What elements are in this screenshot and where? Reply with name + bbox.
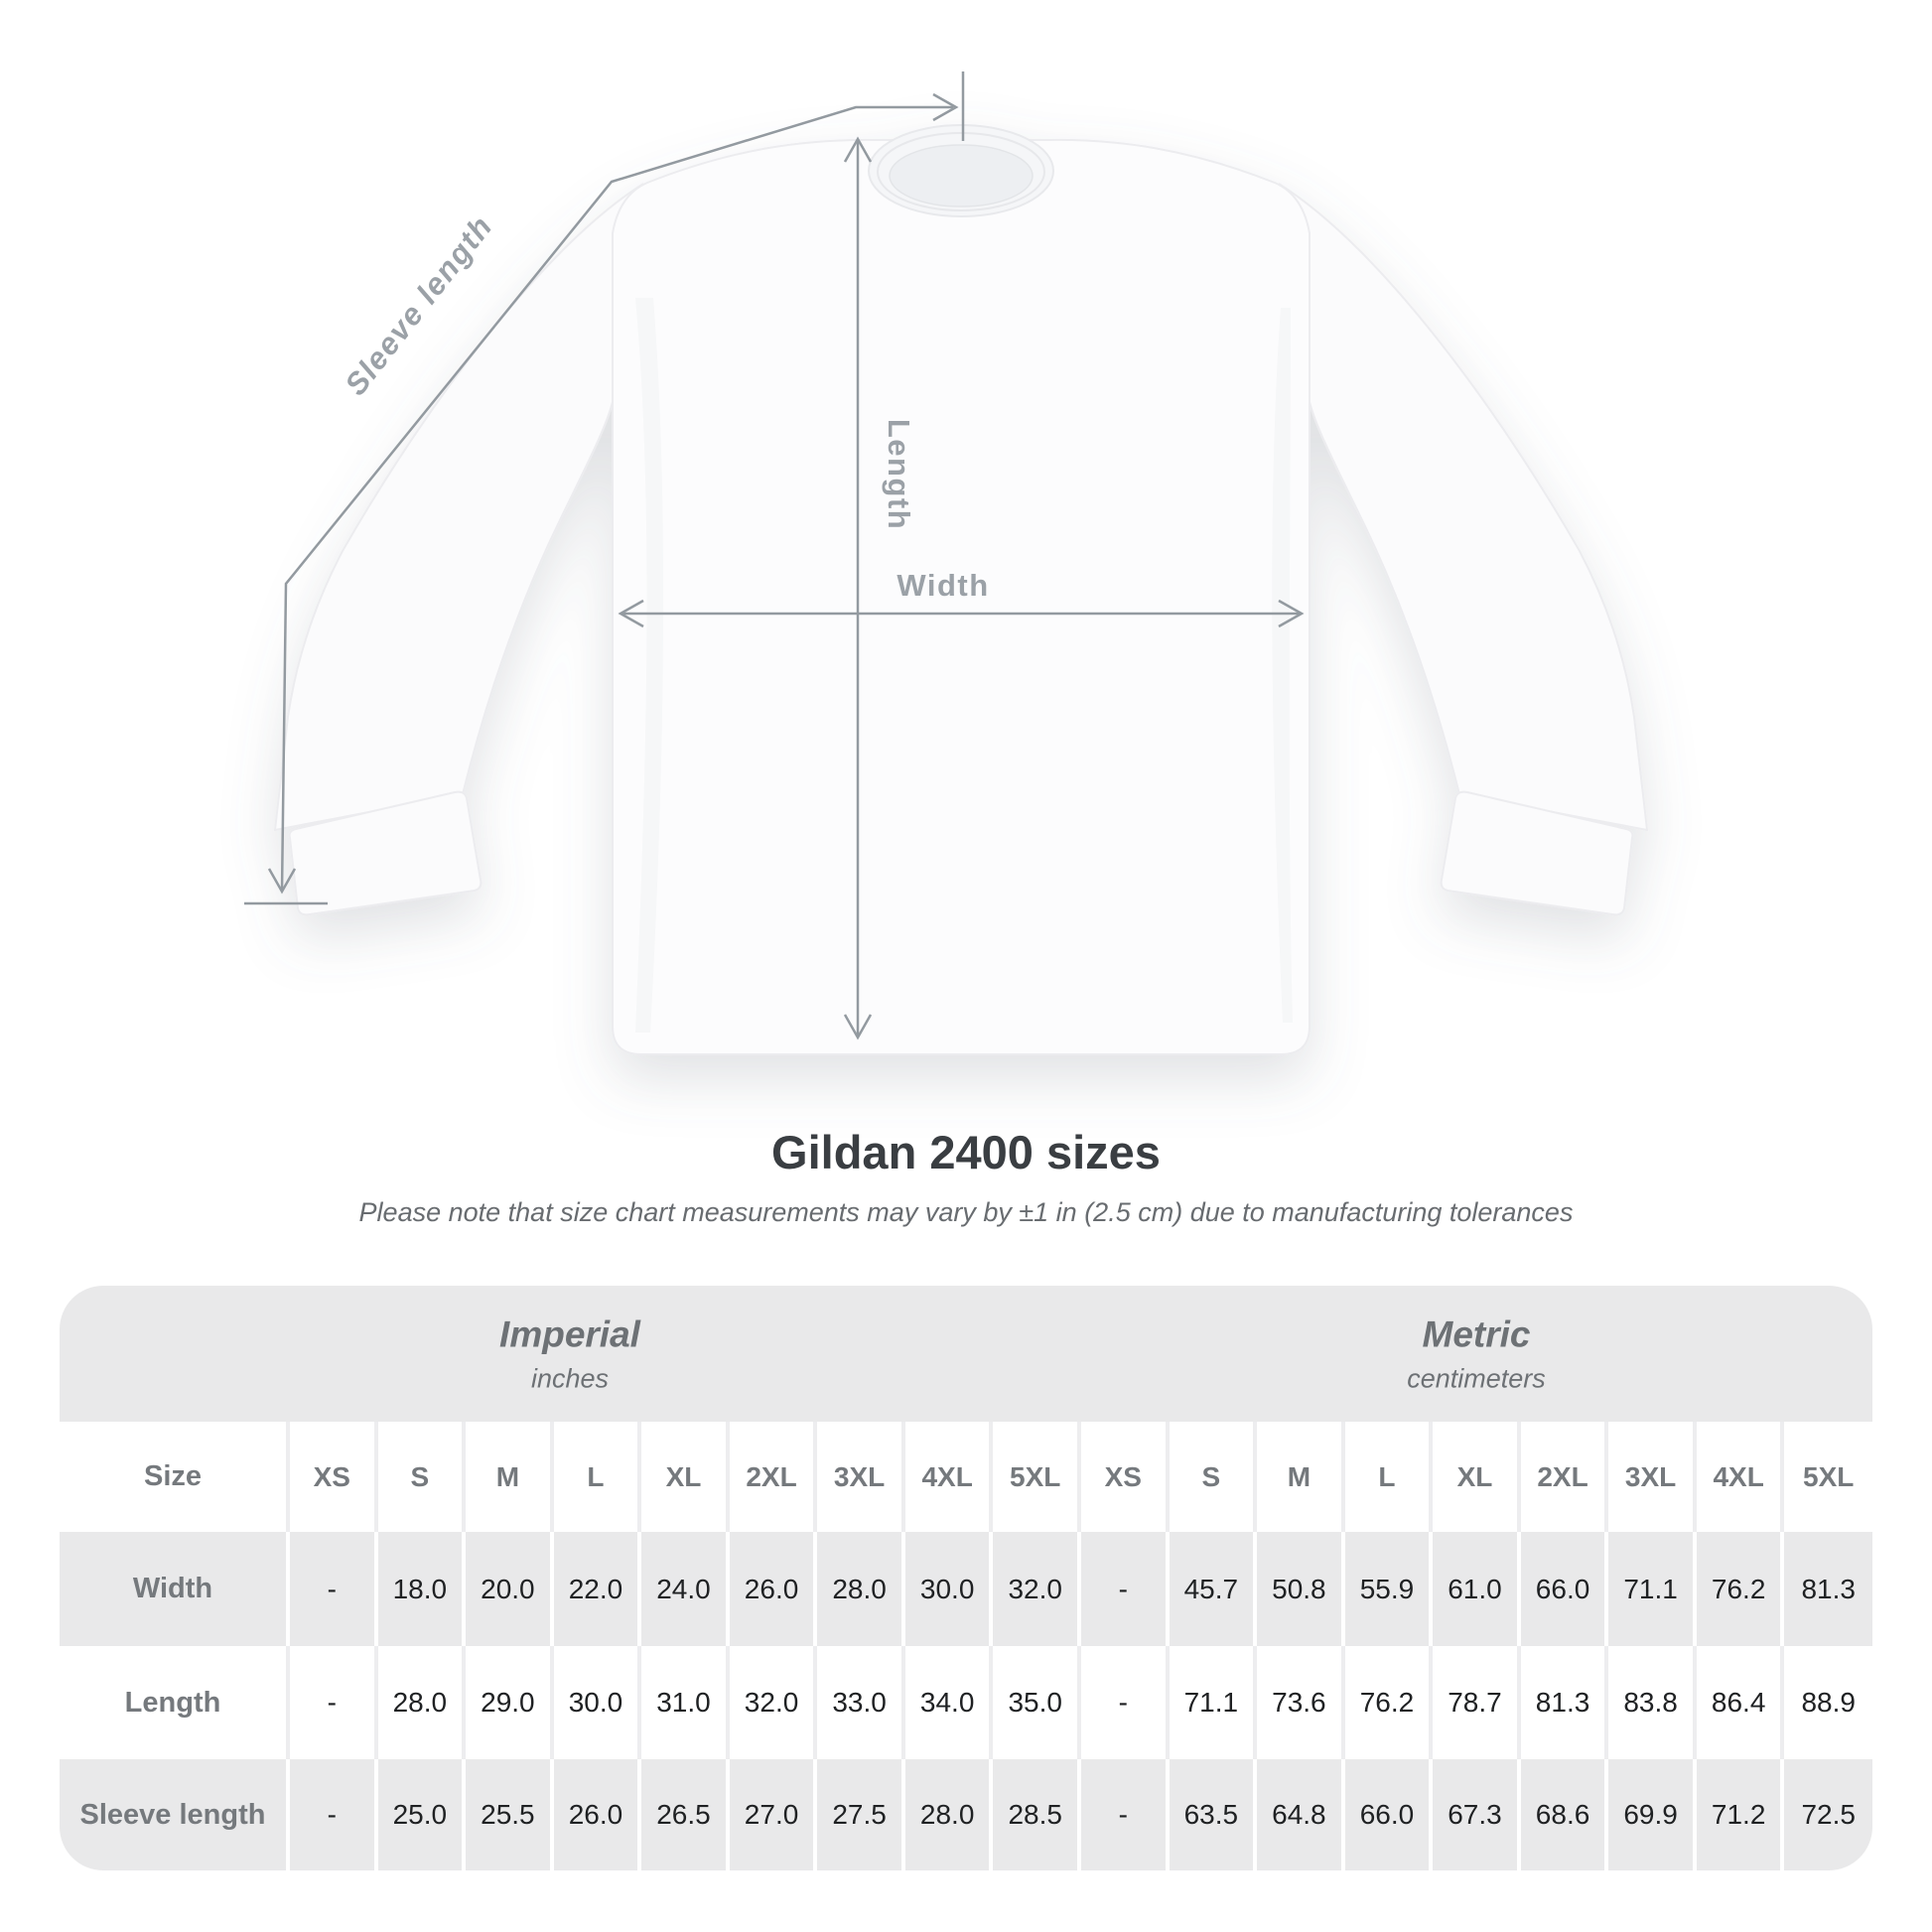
table-cell: 31.0: [641, 1646, 730, 1759]
table-cell: 76.2: [1697, 1532, 1785, 1646]
imperial-label: Imperial: [499, 1313, 640, 1354]
column-header: 4XL: [1697, 1422, 1785, 1532]
table-cell: 32.0: [993, 1532, 1081, 1646]
table-row-length: [60, 1646, 1872, 1759]
table-cell: 66.0: [1345, 1759, 1434, 1870]
column-header: XS: [290, 1422, 378, 1532]
table-cell: -: [290, 1532, 378, 1646]
row-label: Width: [60, 1532, 290, 1646]
size-header-row: [60, 1422, 1872, 1532]
table-cell: 66.0: [1521, 1532, 1609, 1646]
table-cell: 27.0: [730, 1759, 818, 1870]
table-cell: 20.0: [466, 1532, 554, 1646]
table-cell: 28.0: [817, 1532, 905, 1646]
column-header: 3XL: [1608, 1422, 1697, 1532]
table-cell: 28.0: [905, 1759, 994, 1870]
table-cell: 81.3: [1521, 1646, 1609, 1759]
table-cell: 24.0: [641, 1532, 730, 1646]
column-header: 5XL: [993, 1422, 1081, 1532]
table-cell: 71.2: [1697, 1759, 1785, 1870]
column-header: S: [1170, 1422, 1258, 1532]
table-cell: 72.5: [1801, 1799, 1856, 1830]
shirt-collar-opening: [890, 145, 1033, 207]
table-cell: 73.6: [1257, 1646, 1345, 1759]
metric-unit-label: centimeters: [1407, 1363, 1546, 1393]
table-cell: -: [1081, 1759, 1170, 1870]
table-cell: -: [1081, 1532, 1170, 1646]
table-cell: 71.1: [1608, 1532, 1697, 1646]
column-header: 2XL: [1521, 1422, 1609, 1532]
table-cell: -: [290, 1646, 378, 1759]
column-header: S: [378, 1422, 467, 1532]
table-cell: 22.0: [554, 1532, 642, 1646]
column-header: L: [1345, 1422, 1434, 1532]
imperial-unit-label: inches: [530, 1363, 610, 1393]
table-cell: 76.2: [1345, 1646, 1434, 1759]
size-table: [60, 1286, 1872, 1870]
column-header: XL: [641, 1422, 730, 1532]
shirt-left-sleeve: [275, 184, 643, 914]
table-cell: 18.0: [378, 1532, 467, 1646]
shirt-right-sleeve: [1279, 184, 1647, 914]
table-cell: 81.3: [1801, 1573, 1856, 1604]
table-cell: 83.8: [1608, 1646, 1697, 1759]
table-cell: 26.0: [554, 1759, 642, 1870]
imperial-header: [499, 1313, 640, 1394]
table-cell: 30.0: [905, 1532, 994, 1646]
table-cell: 27.5: [817, 1759, 905, 1870]
metric-label: Metric: [1422, 1313, 1531, 1354]
table-cell: 45.7: [1170, 1532, 1258, 1646]
table-cell: 33.0: [817, 1646, 905, 1759]
sleeve-length-label: Sleeve length: [338, 208, 500, 402]
column-header: 5XL: [1803, 1460, 1855, 1492]
width-label: Width: [897, 568, 990, 603]
row-label: Length: [60, 1646, 290, 1759]
table-cell: 55.9: [1345, 1532, 1434, 1646]
size-column-label: Size: [60, 1422, 290, 1532]
table-cell: 71.1: [1170, 1646, 1258, 1759]
table-cell: 29.0: [466, 1646, 554, 1759]
table-cell: 64.8: [1257, 1759, 1345, 1870]
table-cell: 86.4: [1697, 1646, 1785, 1759]
table-cell: 28.0: [378, 1646, 467, 1759]
table-cell: 67.3: [1433, 1759, 1521, 1870]
table-cell: 78.7: [1433, 1646, 1521, 1759]
column-header: XL: [1433, 1422, 1521, 1532]
table-cell: 32.0: [730, 1646, 818, 1759]
table-row-sleeve-length: [60, 1759, 1872, 1870]
metric-header: [1407, 1313, 1546, 1394]
table-cell: 26.0: [730, 1532, 818, 1646]
column-header: 2XL: [730, 1422, 818, 1532]
table-cell: 25.5: [466, 1759, 554, 1870]
table-cell: 35.0: [993, 1646, 1081, 1759]
unit-header-band: [60, 1286, 1872, 1422]
column-header: 4XL: [905, 1422, 994, 1532]
column-header: M: [466, 1422, 554, 1532]
length-label: Length: [882, 418, 916, 531]
column-header: L: [554, 1422, 642, 1532]
row-label: Sleeve length: [60, 1759, 290, 1870]
table-cell: 69.9: [1608, 1759, 1697, 1870]
table-cell: 88.9: [1801, 1687, 1856, 1718]
table-cell: -: [290, 1759, 378, 1870]
table-cell: 28.5: [993, 1759, 1081, 1870]
table-cell: 63.5: [1170, 1759, 1258, 1870]
table-cell: 61.0: [1433, 1532, 1521, 1646]
column-header: 3XL: [817, 1422, 905, 1532]
table-cell: -: [1081, 1646, 1170, 1759]
table-cell: 68.6: [1521, 1759, 1609, 1870]
column-header: M: [1257, 1422, 1345, 1532]
tolerance-note: Please note that size chart measurements may vary by ±1 in (2.5 cm) due to manufacturing tolerances: [358, 1197, 1574, 1227]
table-cell: 34.0: [905, 1646, 994, 1759]
table-cell: 30.0: [554, 1646, 642, 1759]
table-cell: 26.5: [641, 1759, 730, 1870]
table-row-width: [60, 1532, 1872, 1646]
column-header: XS: [1081, 1422, 1170, 1532]
page-title: Gildan 2400 sizes: [771, 1126, 1161, 1178]
table-cell: 50.8: [1257, 1532, 1345, 1646]
table-cell: 25.0: [378, 1759, 467, 1870]
